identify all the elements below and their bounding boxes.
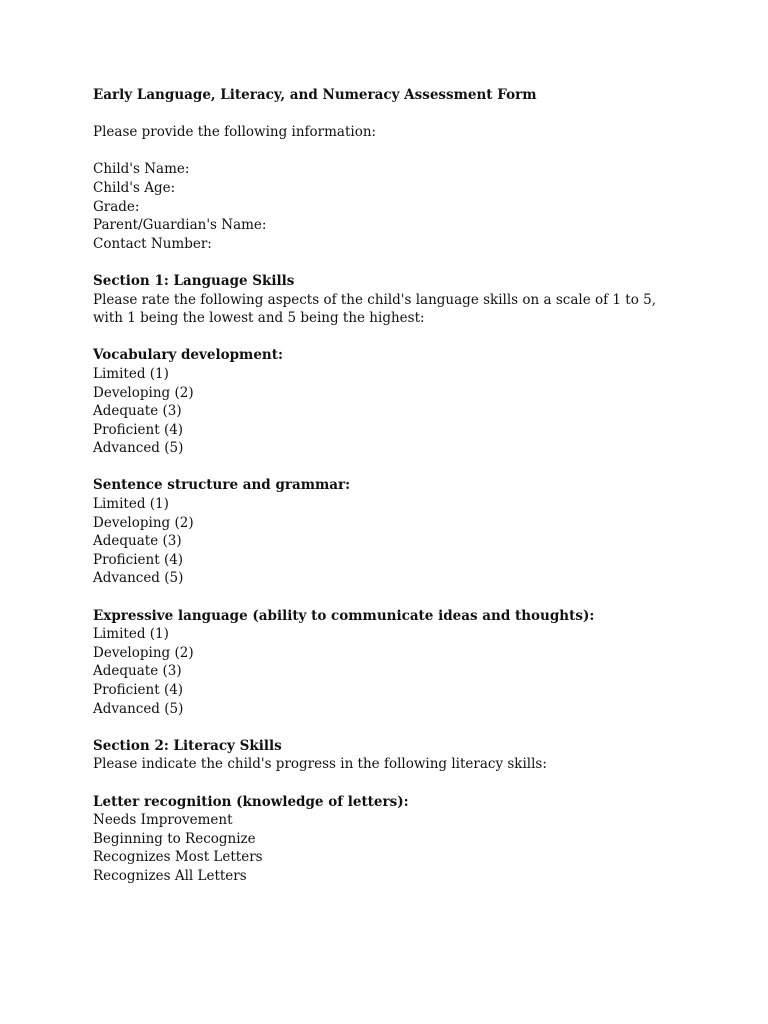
- rating-option: Advanced (5): [93, 570, 184, 587]
- section-instruction: Please indicate the child's progress in the following literacy skills:: [93, 756, 547, 773]
- rating-option: Limited (1): [93, 626, 169, 643]
- section-literacy-skills: [93, 737, 733, 886]
- spacer: [93, 718, 733, 737]
- spacer: [93, 458, 733, 477]
- intro-text: Please provide the following information:: [93, 124, 377, 141]
- spacer: [93, 105, 733, 124]
- rating-option: Advanced (5): [93, 700, 184, 717]
- rating-item-vocabulary: [93, 346, 733, 458]
- rating-option: Limited (1): [93, 365, 169, 382]
- info-field-contact-number: Contact Number:: [93, 235, 212, 252]
- spacer: [93, 588, 733, 607]
- rating-option: Proficient (4): [93, 421, 184, 438]
- section-heading: Section 1: Language Skills: [93, 272, 295, 289]
- progress-option: Needs Improvement: [93, 812, 233, 829]
- rating-item-sentence-structure: [93, 476, 733, 588]
- info-field-child-name: Child's Name:: [93, 161, 190, 178]
- spacer: [93, 328, 733, 347]
- rating-option: Developing (2): [93, 384, 194, 401]
- form-title: Early Language, Literacy, and Numeracy Assessment Form: [93, 87, 537, 103]
- section-instruction: Please rate the following aspects of the child's language skills on a scale of 1 to 5, with 1 being the lowest and 5 being the highest:: [93, 291, 656, 327]
- progress-item-label: Letter recognition (knowledge of letters):: [93, 793, 409, 810]
- rating-item-label: Vocabulary development:: [93, 347, 283, 364]
- progress-option: Beginning to Recognize: [93, 830, 256, 847]
- info-field-grade: Grade:: [93, 198, 140, 215]
- rating-option: Developing (2): [93, 514, 194, 531]
- rating-option: Developing (2): [93, 644, 194, 661]
- progress-option: Recognizes All Letters: [93, 867, 247, 884]
- rating-option: Adequate (3): [93, 533, 182, 550]
- rating-option: Proficient (4): [93, 551, 184, 568]
- section-heading: Section 2: Literacy Skills: [93, 737, 282, 754]
- rating-option: Adequate (3): [93, 663, 182, 680]
- assessment-form-page: [93, 86, 733, 886]
- rating-option: Adequate (3): [93, 403, 182, 420]
- rating-option: Advanced (5): [93, 440, 184, 457]
- spacer: [93, 142, 733, 161]
- info-fields: [93, 160, 733, 253]
- rating-item-label: Expressive language (ability to communicate ideas and thoughts):: [93, 607, 595, 624]
- rating-item-label: Sentence structure and grammar:: [93, 477, 351, 494]
- progress-option: Recognizes Most Letters: [93, 849, 263, 866]
- progress-item-letter-recognition: [93, 793, 733, 886]
- spacer: [93, 774, 733, 793]
- info-field-child-age: Child's Age:: [93, 179, 176, 196]
- info-field-parent-name: Parent/Guardian's Name:: [93, 217, 267, 234]
- spacer: [93, 253, 733, 272]
- rating-option: Limited (1): [93, 496, 169, 513]
- rating-item-expressive-language: [93, 607, 733, 719]
- rating-option: Proficient (4): [93, 682, 184, 698]
- section-language-skills: [93, 272, 733, 718]
